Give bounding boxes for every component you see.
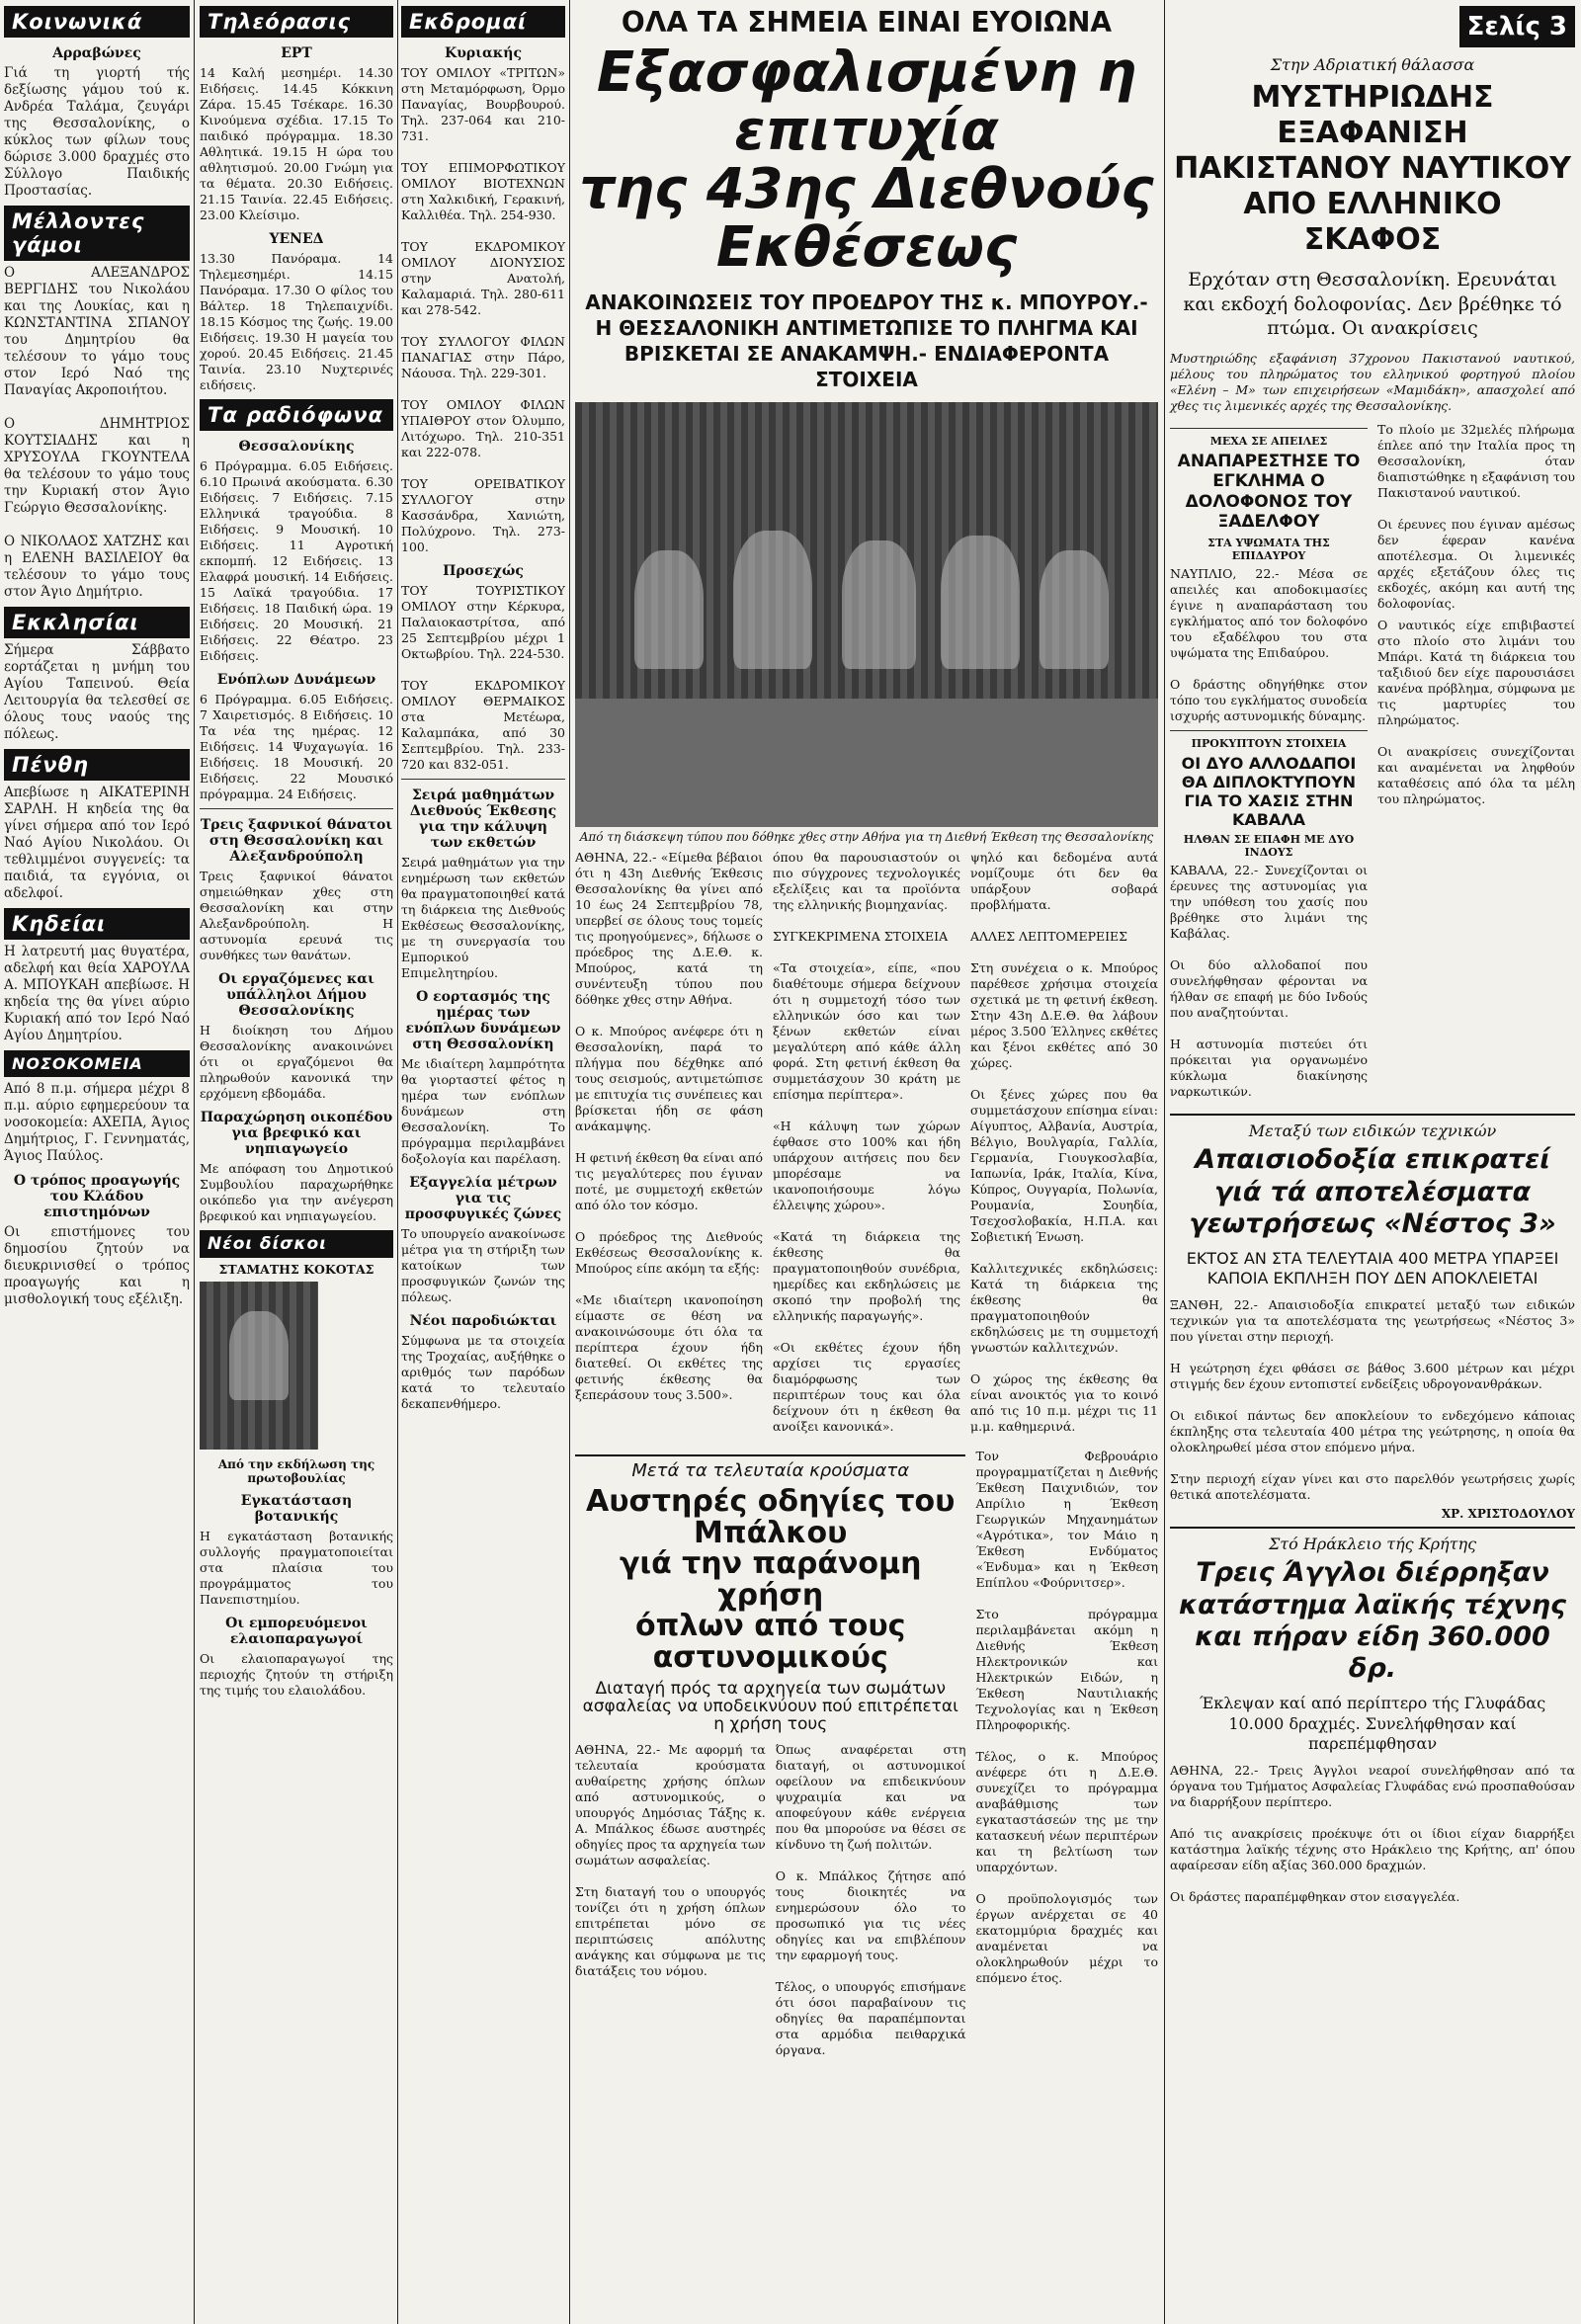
article-text: Ο ΑΛΕΞΑΝΔΡΟΣ ΒΕΡΓΙΔΗΣ του Νικολάου και της Λουκίας, και η ΚΩΝΣΤΑΝΤΙΝΑ ΣΠΑΝΟΥ του Δημητρίου θα τελέσουν το γάμο τους στον Ιερό Ναό της Παναγίας Ακροποιήτου. Ο ΔΗΜΗΤΡΙΟΣ ΚΟΥΤΣΙΑΔΗΣ και η ΧΡΥΣΟΥΛΑ ΓΚΟΥΝΤΕΛΑ θα τελέσουν το γάμο τους την Κυριακή στον Άγιο Γεώργιο Θεσσαλονίκης. Ο ΝΙΚΟΛΑΟΣ ΧΑΤΖΗΣ και η ΕΛΕΝΗ ΒΑΣΙΛΕΙΟΥ θα τελέσουν το γάμο τους στον Άγιο Δημήτριο. (4, 265, 190, 600)
day-label: Προσεχώς (443, 563, 524, 579)
sub4-deck: Έκλεψαν καί από περίπτερο τής Γλυφάδας 10.000 δραχμές. Συνελήφθησαν καί παρεπέμφθησαν (1199, 1693, 1546, 1754)
right-kicker: Στην Αδριατική θάλασσα (1270, 55, 1475, 74)
article-text: Οι ελαιοπαραγωγοί της περιοχής ζητούν τη στήριξη της τιμής του ελαιολάδου. (200, 1651, 397, 1698)
main-body-col4: Τον Φεβρουάριο προγραμματίζεται η Διεθνής Έκθεση Παιχνιδιών, τον Απρίλιο η Έκθεση Γεωργικών Μηχανημάτων «Αγρότικα», τον Μάιο η Έκθεση Ενδύματος «Ένδυμα» και η Έκθεση Επίπλου «Φούρνιτσερ». Στο πρόγραμμα περιλαμβάνεται ακόμη η Διεθνής Έκθεση Ηλεκτρονικών και Ηλεκτρικών Ειδών, η Έκθεση Ναυτιλιακής Τεχνολογίας και η Έκθεση Πληροφορικής. Τέλος, ο κ. Μπούρος ανέφερε ότι η Δ.Ε.Θ. συνεχίζει το πρόγραμμα αναβάθμισης των εγκαταστάσεών της με την κατασκευή νέων περιπτέρων και τη βελτίωση των υπαρχόντων. Ο προϋπολογισμός των έργων ανέρχεται σε 40 εκατομμύρια δραχμές και αναμένεται να ολοκληρωθούν μέχρι το επόμενο έτος. (975, 1448, 1158, 1985)
photo-caption: Από τη διάσκεψη τύπου που δόθηκε χθες στην Αθήνα για τη Διεθνή Έκθεση της Θεσσαλονίκης (579, 829, 1154, 844)
article-headline: Παραχώρηση οικοπέδου για βρεφικό και νηπιαγωγείο (200, 1110, 393, 1157)
sub3-deck: ΕΚΤΟΣ ΑΝ ΣΤΑ ΤΕΛΕΥΤΑΙΑ 400 ΜΕΤΡΑ ΥΠΑΡΞΕΙ ΚΑΠΟΙΑ ΕΚΠΛΗΞΗ ΠΟΥ ΔΕΝ ΑΠΟΚΛΕΙΕΤΑΙ (1186, 1248, 1559, 1288)
article-text: Η λατρευτή μας θυγατέρα, αδελφή και θεία ΧΑΡΟΥΛΑ Α. ΜΠΟΥΚΑΗ απεβίωσε. Η κηδεία της θα γίνει αύριο Κυριακή από τον Ιερό Ναό Αγίου Δημητρίου. (4, 944, 195, 1043)
sub-body: ΚΑΒΑΛΑ, 22.- Συνεχίζονται οι έρευνες της αστυνομίας για την υπόθεση του χασίς που βρέθηκε στο λιμάνι της Καβάλας. Οι δύο αλλοδαποί που συνελήφθησαν φέρονται να ήλθαν σε επαφή με δύο Ινδούς που αναζητούνται. Η αστυνομία πιστεύει ότι πρόκειται για οργανωμένο κύκλωμα διακίνησης ναρκωτικών. (1170, 863, 1368, 1100)
sub-article-headline-line3: όπλων από τους αστυνομικούς (634, 1609, 906, 1675)
sub3-kicker: Μεταξύ των ειδικών τεχνικών (1248, 1121, 1497, 1141)
article-text: Γιά τη γιορτή τής δεξίωσης γάμου τού κ. Ανδρέα Ταλάμα, ζευγάρι της Θεσσαλονίκης, ο κύκλος των φίλων τους δώρισε 3.000 δραχμές στο Σύλλογο Παιδικής Προστασίας. (4, 65, 195, 199)
article-text: Σειρά μαθημάτων για την ενημέρωση των εκθετών θα πραγματοποιηθεί κατά τη διάρκεια της Διεθνούς Εκθέσεως Θεσσαλονίκης, με τη συνεργασία του Εμπορικού Επιμελητηρίου. (401, 855, 569, 980)
article-text: Σήμερα Σάββατο εορτάζεται η μνήμη του Αγίου Ταπεινού. Θεία Λειτουργία θα τελεσθεί σε όλους τους ναούς της πόλεως. (4, 642, 195, 742)
left-column (4, 0, 195, 1308)
sub-kicker: ΜΕΧΑ ΣΕ ΑΠΕΙΛΕΣ (1209, 435, 1328, 449)
tv-radio-column (200, 0, 397, 1699)
article-text: Από 8 π.μ. σήμερα μέχρι 8 π.μ. αύριο εφημερεύουν τα νοσοκομεία: ΑΧΕΠΑ, Άγιος Δημήτριος, Γ. Γεννηματάς, Άγιος Παύλος. (4, 1081, 195, 1164)
main-body-col3: ψηλό και δεδομένα αυτά νομίζουμε ότι δεν θα υπάρξουν σοβαρά προβλήματα. ΑΛΛΕΣ ΛΕΠΤΟΜΕΡΕΙΕΣ Στη συνέχεια ο κ. Μπούρος παρέθεσε χρήσιμα στοιχεία σχετικά με τη φετινή έκθεση. Στην 43η Δ.Ε.Θ. θα λάβουν μέρος 3.500 Έλληνες εκθέτες και ξένοι εκθέτες από 30 χώρες. Οι ξένες χώρες που θα συμμετάσχουν επίσημα είναι: Αίγυπτος, Αλβανία, Αυστρία, Βέλγιο, Βουλγαρία, Γαλλία, Γερμανία, Γιουγκοσλαβία, Ιαπωνία, Ιράκ, Ιταλία, Κίνα, Κύπρος, Ουγγαρία, Πολωνία, Ρουμανία, Σουηδία, Τσεχοσλοβακία, Η.Π.Α. και Σοβιετική Ένωση. Καλλιτεχνικές εκδηλώσεις: Κατά τη διάρκεια της έκθεσης θα πραγματοποιηθούν εκδηλώσεις με τη συμμετοχή γνωστών καλλιτεχνών. Ο χώρος της έκθεσης θα είναι ανοικτός για το κοινό από τις 10 π.μ. μέχρι τις 11 μ.μ. καθημερινά. (970, 849, 1158, 1434)
excursion-listing: ΤΟΥ ΟΜΙΛΟΥ «ΤΡΙΤΩΝ» στη Μεταμόρφωση, Όρμο Παναγίας, Βουρβουρού. Τηλ. 237-064 και 210-731. ΤΟΥ ΕΠΙΜΟΡΦΩΤΙΚΟΥ ΟΜΙΛΟΥ ΒΙΟΤΕΧΝΩΝ στη Χαλκιδική, Γερακινή, Καλλιθέα. Τηλ. 254-930. ΤΟΥ ΕΚΔΡΟΜΙΚΟΥ ΟΜΙΛΟΥ ΔΙΟΝΥΣΙΟΣ στην Ανατολή, Καλαμαριά. Τηλ. 280-611 και 278-542. ΤΟΥ ΣΥΛΛΟΓΟΥ ΦΙΛΩΝ ΠΑΝΑΓΙΑΣ στην Πάρο, Νάουσα. Τηλ. 229-301. ΤΟΥ ΟΜΙΛΟΥ ΦΙΛΩΝ ΥΠΑΙΘΡΟΥ στον Όλυμπο, Λιτόχωρο. Τηλ. 210-351 και 222-078. ΤΟΥ ΟΡΕΙΒΑΤΙΚΟΥ ΣΥΛΛΟΓΟΥ στην Κασσάνδρα, Χανιώτη, Πολύχρονο. Τηλ. 273-100. (401, 65, 565, 554)
sub-article-body2: Όπως αναφέρεται στη διαταγή, οι αστυνομικοί οφείλουν να επιδεικνύουν ψυχραιμία και να αποφεύγουν κάθε ενέργεια που θα μπορούσε να θέσει σε κίνδυνο τη ζωή πολιτών. Ο κ. Μπάλκος ζήτησε από τους διοικητές να ενημερώσουν όλο το προσωπικό για τις νέες οδηγίες και να επιβλέπουν την εφαρμογή τους. Τέλος, ο υπουργός επισήμανε ότι όσοι παραβαίνουν τις οδηγίες θα παραπέμπονται στα αρμόδια πειθαρχικά όργανα. (775, 1742, 966, 2057)
station-label: Ενόπλων Δυνάμεων (216, 672, 376, 688)
right-body2: Ο ναυτικός είχε επιβιβαστεί στο πλοίο στο λιμάνι του Μπάρι. Κατά τη διάρκεια του ταξιδιού δεν είχε παρουσιάσει κανένα πρόβλημα, σύμφωνα με τις μαρτυρίες του πληρώματος. Οι ανακρίσεις συνεχίζονται και αναμένεται να ληφθούν καταθέσεις από όλα τα μέλη του πληρώματος. (1377, 618, 1575, 807)
article-text: Με ιδιαίτερη λαμπρότητα θα γιορταστεί φέτος η ημέρα των ενόπλων δυνάμεων στη Θεσσαλονίκη. Το πρόγραμμα περιλαμβάνει δοξολογία και παρέλαση. (401, 1056, 569, 1166)
main-headline-line2: της 43ης Διεθνούς Εκθέσεως (579, 156, 1154, 280)
sub-article-headline-line2: γιά την παράνομη χρήση (619, 1546, 922, 1613)
banner-funerals: Κηδείαι (4, 908, 190, 940)
sub4-kicker: Στό Ηράκλειο τής Κρήτης (1268, 1535, 1477, 1554)
banner-television: Τηλεόρασις (200, 6, 393, 38)
sub4-body: ΑΘΗΝΑ, 22.- Τρεις Άγγλοι νεαροί συνελήφθησαν από τα όργανα του Τμήματος Ασφαλείας Γλυφάδας ενώ προσπαθούσαν να διαρρήξουν περίπτερο. Από τις ανακρίσεις προέκυψε ότι οι ίδιοι είχαν διαρρήξει κατάστημα λαϊκής τέχνης στο Ηράκλειο της Κρήτης, απ' όπου αφαίρεσαν είδη αξίας 360.000 δραχμών. Οι δράστες παραπέμφθηκαν στον εισαγγελέα. (1170, 1763, 1575, 1905)
main-headline-line1: Εξασφαλισμένη η επιτυχία (596, 41, 1137, 164)
article-headline: Οι εργαζόμενες και υπάλληλοι Δήμου Θεσσαλονίκης (218, 971, 374, 1019)
sub-note: ΗΛΘΑΝ ΣΕ ΕΠΑΦΗ ΜΕ ΔΥΟ ΙΝΔΟΥΣ (1183, 833, 1355, 860)
sub-article-kicker: Μετά τα τελευταία κρούσματα (631, 1459, 910, 1481)
article-text: Η εγκατάσταση βοτανικής συλλογής πραγματοποιείται στα πλαίσια του προγράμματος του Πανεπιστημίου. (200, 1529, 397, 1607)
main-kicker: ΟΛΑ ΤΑ ΣΗΜΕΙΑ ΕΙΝΑΙ ΕΥΟΙΩΝΑ (621, 6, 1113, 39)
station-label: Θεσσαλονίκης (238, 439, 355, 455)
article-headline: Εγκατάσταση βοτανικής (240, 1493, 353, 1525)
tv-listing: 13.30 Πανόραμα. 14 Τηλεμεσημέρι. 14.15 Πανόραμα. 17.30 Ο φίλος του Βάλτερ. 18 Τηλεπαιχνίδι. 18.15 Κόσμος της ζωής. 19.00 Ειδήσεις. 19.30 Η μαγεία του χορού. 20.45 Ειδήσεις. 21.45 Ταινία. 23.10 Νυχτερινές ειδήσεις. (200, 251, 397, 392)
channel-label: ΕΡΤ (281, 45, 312, 61)
press-conference-photo (575, 402, 1158, 827)
right-column (1170, 0, 1579, 1905)
article-text: Τρεις ξαφνικοί θάνατοι σημειώθηκαν χθες στη Θεσσαλονίκη και στην Αλεξανδρούπολη. Η αστυνομία ερευνά τις συνθήκες των θανάτων. (200, 869, 397, 962)
ad-subtitle: Από την εκδήλωση της πρωτοβουλίας (217, 1457, 375, 1485)
article-text: Η διοίκηση του Δήμου Θεσσαλονίκης ανακοινώνει ότι οι εργαζόμενοι θα πληρωθούν κανονικά την ερχόμενη εβδομάδα. (200, 1023, 397, 1101)
article-headline: Τρεις ξαφνικοί θάνατοι στη Θεσσαλονίκη και Αλεξανδρούπολη (200, 817, 393, 865)
channel-label: ΥΕΝΕΔ (269, 231, 324, 247)
radio-listing: 6 Πρόγραμμα. 6.05 Ειδήσεις. 7 Χαιρετισμός. 8 Ειδήσεις. 10 Τα νέα της ημέρας. 12 Ειδήσεις. 14 Ψυχαγωγία. 16 Ειδήσεις. 18 Μουσική. 20 Ειδήσεις. 22 Μουσικό πρόγραμμα. 24 Ειδήσεις. (200, 692, 397, 801)
article-headline: Οι εμπορευόμενοι ελαιοπαραγωγοί (225, 1616, 368, 1647)
banner-social: Κοινωνικά (4, 6, 190, 38)
right-headline: ΜΥΣΤΗΡΙΩΔΗΣ ΕΞΑΦΑΝΙΣΗ ΠΑΚΙΣΤΑΝΟΥ ΝΑΥΤΙΚΟΥ ΑΠΟ ΕΛΛΗΝΙΚΟ ΣΚΑΦΟΣ (1174, 80, 1571, 257)
article-text: Απεβίωσε η ΑΙΚΑΤΕΡΙΝΗ ΣΑΡΛΗ. Η κηδεία της θα γίνει σήμερα από τον Ιερό Ναό Αγίου Νικολάου. Οι τεθλιμμένοι συγγενείς: τα παιδιά, τα εγγόνια, οι αδελφοί. (4, 785, 195, 901)
banner-weddings: Μέλλοντες γάμοι (4, 206, 190, 261)
page-number-label: Σελίς 3 (1459, 6, 1575, 47)
sub-note: ΣΤΑ ΥΨΩΜΑΤΑ ΤΗΣ ΕΠΙΔΑΥΡΟΥ (1207, 536, 1330, 562)
record-ad-image (200, 1282, 318, 1450)
article-text: Το υπουργείο ανακοίνωσε μέτρα για τη στήριξη των κατοίκων των προσφυγικών ζωνών της πόλεως. (401, 1226, 569, 1304)
main-body-col1: ΑΘΗΝΑ, 22.- «Είμεθα βέβαιοι ότι η 43η Διεθνής Έκθεσις Θεσσαλονίκης θα γίνει από 10 έως 24 Σεπτεμβρίου 78, υπερβεί σε όλους τους τομείς τις προηγούμενες», δήλωσε ο πρόεδρος της Δ.Ε.Θ. κ. Μπούρος, κατά τη συνέντευξη τύπου που δόθηκε χθες στην Αθήνα. Ο κ. Μπούρος ανέφερε ότι η Θεσσαλονίκη, παρά το πλήγμα που δέχθηκε από τους σεισμούς, αντιμετώπισε με επιτυχία τις συνέπειες και βρίσκεται ήδη σε φάση ανάκαμψης. Η φετινή έκθεση θα είναι από τις μεγαλύτερες που έγιναν ποτέ, με συμμετοχή εκθετών από όλο τον κόσμο. Ο πρόεδρος της Διεθνούς Εκθέσεως Θεσσαλονίκης κ. Μπούρος είπε ακόμη τα εξής: «Με ιδιαίτερη ικανοποίηση είμαστε σε θέση να ανακοινώσουμε ότι όλα τα περίπτερα έχουν ήδη διατεθεί. Οι εκθέτες της φετινής έκθεσης θα ξεπεράσουν τους 3.500». (575, 849, 763, 1402)
article-text: Οι επιστήμονες του δημοσίου ζητούν να διευκρινισθεί ο τρόπος προαγωγής και η μισθολογική τους εξέλιξη. (4, 1224, 195, 1307)
section-subheading: Αρραβώνες (52, 45, 141, 61)
banner-hospitals: ΝΟΣΟΚΟΜΕΙΑ (4, 1050, 190, 1077)
sub-kicker: ΠΡΟΚΥΠΤΟΥΝ ΣΤΟΙΧΕΙΑ (1191, 736, 1347, 750)
banner-excursions: Εκδρομαί (401, 6, 565, 38)
day-label: Κυριακής (445, 45, 522, 61)
banner-radio: Τα ραδιόφωνα (200, 399, 393, 431)
sub4-headline: Τρεις Άγγλοι διέρρηξαν κατάστημα λαϊκής τέχνης και πήραν είδη 360.000 δρ. (1178, 1557, 1567, 1685)
sub3-byline: ΧΡ. ΧΡΙΣΤΟΔΟΥΛΟΥ (1441, 1507, 1575, 1522)
banner-new-records: Νέοι δίσκοι (200, 1230, 393, 1258)
article-text: Σύμφωνα με τα στοιχεία της Τροχαίας, αυξήθηκε ο αριθμός των παρόδων κατά το τελευταίο δεκαπενθήμερο. (401, 1333, 569, 1411)
right-lead: Μυστηριώδης εξαφάνιση 37χρονου Πακιστανού ναυτικού, μέλους του πληρώματος του ελληνικού φορτηγού πλοίου «Ελένη – Μ» των επιχειρήσεων «Μαμιδάκη», απασχολεί από χθες τις λιμενικές αρχές της Θεσσαλονίκης. (1170, 351, 1579, 414)
sub-article-deck: Διαταγή πρός τα αρχηγεία των σωμάτων ασφαλείας να υποδεικνύουν πού επιτρέπεται η χρήση τους (582, 1679, 958, 1735)
right-deck: Ερχόταν στη Θεσσαλονίκη. Ερευνάται και εκδοχή δολοφονίας. Δεν βρέθηκε τό πτώμα. Οι ανακρίσεις (1183, 269, 1562, 340)
main-body-col2: όπου θα παρουσιαστούν οι πιο σύγχρονες τεχνολογικές εξελίξεις και τα προϊόντα της ελληνικής βιομηχανίας. ΣΥΓΚΕΚΡΙΜΕΝΑ ΣΤΟΙΧΕΙΑ «Τα στοιχεία», είπε, «που διαθέτουμε σήμερα δείχνουν ότι η συμμετοχή τόσο των ελληνικών όσο και των ξένων εκθετών είναι μεγαλύτερη από κάθε άλλη φορά. Στη φετινή έκθεση θα συμμετάσχουν 30 κράτη με επίσημα περίπτερα». «Η κάλυψη των χώρων έφθασε στο 100% και ήδη υπάρχουν αιτήσεις που δεν μπορέσαμε να ικανοποιήσουμε λόγω έλλειψης χώρου». «Κατά τη διάρκεια της έκθεσης θα πραγματοποιηθούν συνέδρια, ημερίδες και εκδηλώσεις με σκοπό την προβολή της ελληνικής παραγωγής». «Οι εκθέτες έχουν ήδη αρχίσει τις εργασίες διαμόρφωσης των περιπτέρων τους και όλα δείχνουν ότι η έκθεση θα ανοίξει κανονικά». (773, 849, 960, 1434)
radio-listing: 6 Πρόγραμμα. 6.05 Ειδήσεις. 6.10 Πρωινά ακούσματα. 6.30 Ειδήσεις. 7 Ειδήσεις. 7.15 Ελληνικά τραγούδια. 8 Ειδήσεις. 9 Μουσική. 10 Ειδήσεις. 11 Αγροτική εκπομπή. 12 Ειδήσεις. 13 Ελαφρά μουσική. 14 Ειδήσεις. 15 Λαϊκά τραγούδια. 17 Ειδήσεις. 18 Παιδική ώρα. 19 Ειδήσεις. 20 Μουσική. 21 Ειδήσεις. 22 Θέατρο. 23 Ειδήσεις. (200, 458, 397, 663)
excursion-listing: ΤΟΥ ΤΟΥΡΙΣΤΙΚΟΥ ΟΜΙΛΟΥ στην Κέρκυρα, Παλαιοκαστρίτσα, από 25 Σεπτεμβρίου μέχρι 1 Οκτωβρίου. Τηλ. 224-530. ΤΟΥ ΕΚΔΡΟΜΙΚΟΥ ΟΜΙΛΟΥ ΘΕΡΜΑΙΚΟΣ στα Μετέωρα, Καλαμπάκα, από 30 Σεπτεμβρίου. Τηλ. 233-720 και 832-051. (401, 583, 565, 772)
ad-artist: ΣΤΑΜΑΤΗΣ ΚΟΚΟΤΑΣ (218, 1262, 374, 1277)
sub-article-body1: ΑΘΗΝΑ, 22.- Με αφορμή τα τελευταία κρούσματα αυθαίρετης χρήσης όπλων από αστυνομικούς, ο υπουργός Δημόσιας Τάξης κ. Α. Μπάλκος έδωσε αυστηρές οδηγίες προς τα αρχηγεία των σωμάτων ασφαλείας. Στη διαταγή του ο υπουργός τονίζει ότι η χρήση όπλων επιτρέπεται μόνο σε περιπτώσεις απόλυτης ανάγκης και σύμφωνα με τις διατάξεις του νόμου. (575, 1742, 766, 1978)
article-headline: Σειρά μαθημάτων Διεθνούς Έκθεσης για την κάλυψη των εκθετών (409, 788, 557, 851)
article-headline: Νέοι παροδιώκται (409, 1313, 557, 1329)
banner-churches: Εκκλησίαι (4, 607, 190, 638)
main-story (575, 0, 1158, 2058)
section-subheading: Ο τρόπος προαγωγής του Κλάδου επιστημόνων (13, 1173, 181, 1220)
banner-mourning: Πένθη (4, 749, 190, 781)
excursions-column (401, 0, 569, 1412)
article-text: Με απόφαση του Δημοτικού Συμβουλίου παραχωρήθηκε οικόπεδο για την ανέγερση βρεφικού και νηπιαγωγείου. (200, 1161, 397, 1223)
sub3-headline: Απαισιοδοξία επικρατεί γιά τά αποτελέσματα γεωτρήσεως «Νέστος 3» (1189, 1144, 1556, 1240)
article-headline: Ο εορτασμός της ημέρας των ενόπλων δυνάμεων στη Θεσσαλονίκη (405, 989, 561, 1052)
sub-body: ΝΑΥΠΛΙΟ, 22.- Μέσα σε απειλές και αποδοκιμασίες έγινε η αναπαράσταση του εγκλήματος από τον δολοφόνο του εξαδέλφου του στα υψώματα της Επιδαύρου. Ο δράστης οδηγήθηκε στον τόπο του εγκλήματος συνοδεία ισχυρής αστυνομικής δύναμης. (1170, 565, 1368, 723)
sub3-body: ΞΑΝΘΗ, 22.- Απαισιοδοξία επικρατεί μεταξύ των ειδικών τεχνικών για τα αποτελέσματα της γεωτρήσεως «Νέστος 3» που γίνεται στην περιοχή. Η γεώτρηση έχει φθάσει σε βάθος 3.600 μέτρων και μέχρι στιγμής δεν έχουν εντοπιστεί ενδείξεις υδρογονανθράκων. Οι ειδικοί πάντως δεν αποκλείουν το ενδεχόμενο κάποιας έκπληξης στα τελευταία 400 μέτρα της γεώτρησης, η οποία θα ολοκληρωθεί μέσα στον επόμενο μήνα. Στην περιοχή είχαν γίνει και στο παρελθόν γεωτρήσεις χωρίς θετικά αποτελέσματα. (1170, 1297, 1575, 1503)
main-deck: ΑΝΑΚΟΙΝΩΣΕΙΣ ΤΟΥ ΠΡΟΕΔΡΟΥ ΤΗΣ κ. ΜΠΟΥΡΟΥ.- Η ΘΕΣΣΑΛΟΝΙΚΗ ΑΝΤΙΜΕΤΩΠΙΣΕ ΤΟ ΠΛΗΓΜΑ ΚΑΙ ΒΡΙΣΚΕΤΑΙ ΣΕ ΑΝΑΚΑΜΨΗ.- ΕΝΔΙΑΦΕΡΟΝΤΑ ΣΤΟΙΧΕΙΑ (585, 290, 1148, 391)
article-headline: Εξαγγελία μέτρων για τις προσφυγικές ζώνες (404, 1175, 562, 1222)
sub-headline-hashish: ΟΙ ΔΥΟ ΑΛΛΟΔΑΠΟΙ ΘΑ ΔΙΠΛΟΚΤΥΠΟΥΝ ΓΙΑ ΤΟ ΧΑΣΙΣ ΣΤΗΝ ΚΑΒΑΛΑ (1181, 753, 1357, 830)
sub-headline-murder: ΑΝΑΠΑΡΕΣΤΗΣΕ ΤΟ ΕΓΚΛΗΜΑ Ο ΔΟΛΟΦΟΝΟΣ ΤΟΥ ΞΑΔΕΛΦΟΥ (1177, 452, 1361, 533)
sub-article-headline-line1: Αυστηρές οδηγίες του Μπάλκου (586, 1484, 956, 1550)
right-body1: Το πλοίο με 32μελές πλήρωμα έπλεε από την Ιταλία προς τη Θεσσαλονίκη, όταν διαπιστώθηκε η εξαφάνιση του Πακιστανού ναυτικού. Οι έρευνες που έγιναν αμέσως δεν έφεραν κανένα αποτέλεσμα. Οι λιμενικές αρχές εξετάζουν όλες τις εκδοχές, ακόμη και αυτή της δολοφονίας. (1377, 422, 1575, 612)
tv-listing: 14 Καλή μεσημέρι. 14.30 Ειδήσεις. 14.45 Κόκκινη Ζάρα. 15.45 Τσέκαρε. 16.30 Κινούμενα σχέδια. 17.15 Το παιδικό πρόγραμμα. 18.30 Αθλητικά. 19.15 Η ώρα του αθλητισμού. 20.00 Γνώμη για τα θέματα. 20.30 Ειδήσεις. 21.15 Ταινία. 22.45 Ειδήσεις. 23.00 Κλείσιμο. (200, 65, 397, 222)
